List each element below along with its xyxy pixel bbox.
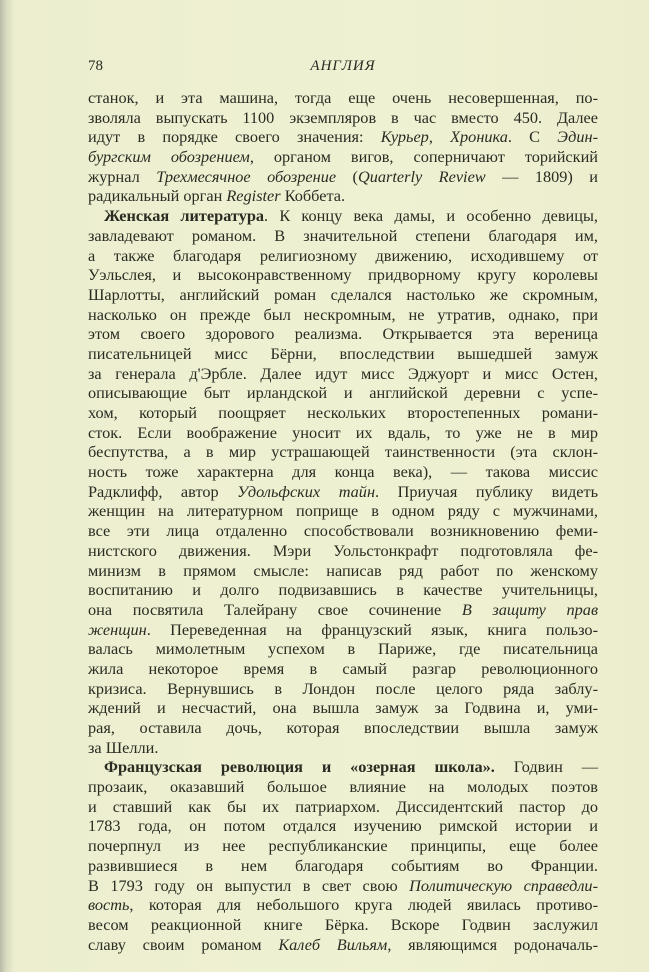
- text-run: журнал: [88, 166, 157, 186]
- italic-title: Хроника: [450, 127, 508, 147]
- text-run: сток. Если воображение уносит их вдаль, то уже не в мир: [88, 422, 598, 442]
- italic-title: вость: [88, 895, 130, 915]
- text-run: Годвин —: [494, 757, 598, 777]
- text-line: [88, 108, 598, 128]
- text-run: рая, оставила дочь, которая впоследствии вышла замуж: [88, 718, 598, 737]
- text-line: [88, 482, 598, 502]
- text-run: почерпнул из нее республиканские принципы, еще более: [88, 836, 598, 856]
- text-run: 1783 года, он потом отдался изучению римской истории и: [88, 816, 598, 836]
- italic-title: Register: [226, 186, 281, 206]
- text-line: [88, 403, 598, 423]
- text-run: радикальный орган: [88, 186, 227, 206]
- text-line: [88, 462, 598, 482]
- text-line: [88, 265, 598, 285]
- text-run: минизм в прямом смысле: написав ряд работ по женскому: [88, 560, 598, 580]
- text-line: [88, 836, 598, 856]
- text-run: идут в порядке своего значения:: [88, 127, 381, 147]
- text-run: писательницей мисс Бёрни, впоследствии вышедшей замуж: [88, 343, 598, 363]
- text-run: (: [336, 166, 358, 186]
- text-line: [88, 876, 598, 896]
- text-run: . Переведенная на французский язык, книга пользо-: [146, 619, 598, 639]
- italic-title: Политическую справедли-: [409, 875, 598, 895]
- italic-title: В защиту прав: [461, 599, 599, 619]
- text-line: [88, 541, 598, 561]
- text-line: [88, 738, 598, 758]
- section-heading: Французская революция и «озерная школа».: [104, 757, 495, 777]
- text-run: описывающие быт ирландской и английской деревни с успе-: [88, 383, 598, 403]
- text-line: [88, 895, 598, 915]
- page-number: 78: [88, 58, 103, 74]
- text-run: за генерала д'Эрбле. Далее идут мисс Эджуорт и мисс Остен,: [88, 363, 598, 383]
- text-run: а также благодаря религиозному движению, исходившему от: [88, 245, 598, 265]
- text-run: этом своего здорового реализма. Открывается эта вереница: [88, 324, 598, 344]
- text-run: ,: [428, 127, 451, 147]
- text-line: [88, 246, 598, 266]
- text-line: [88, 521, 598, 541]
- text-run: беспутства, а в мир устрашающей таинственности (эта склон-: [88, 442, 598, 462]
- italic-title: Калеб Вильям: [278, 934, 388, 954]
- text-line: [88, 797, 598, 817]
- section-heading: Женская литература: [104, 206, 265, 226]
- text-run: жила некоторое время в самый разгар революционного: [88, 658, 598, 678]
- text-line: [88, 816, 598, 836]
- text-line: [88, 580, 598, 600]
- text-run: она посвятила Талейрану свое сочинение: [88, 599, 462, 619]
- text-line: [88, 324, 598, 344]
- text-line: [88, 718, 598, 738]
- text-run: и ставший как бы их патриархом. Диссидентский пастор до: [88, 796, 598, 816]
- text-run: нистского движения. Мэри Уольстонкрафт подготовляла фе-: [88, 540, 598, 560]
- text-line: [88, 344, 598, 364]
- text-line: [88, 186, 598, 206]
- text-run: Шарлотты, английский роман сделался настолько же скромным,: [88, 284, 598, 304]
- text-line: [88, 856, 598, 876]
- text-run: Радклифф, автор: [88, 481, 238, 501]
- text-run: все эти лица отдаленно способствовали возникновению феми-: [88, 521, 598, 541]
- text-line: [88, 757, 598, 777]
- page-header: [88, 58, 598, 78]
- text-line: [88, 639, 598, 659]
- text-run: воспитанию и долго подвизавшись в качестве учительницы,: [88, 580, 598, 600]
- text-line: [88, 620, 598, 640]
- text-run: ждений и несчастий, она вышла замуж за Годвина и, уми-: [88, 698, 598, 718]
- text-line: [88, 442, 598, 462]
- text-run: хом, который поощряет нескольких второстепенных романи-: [88, 403, 598, 422]
- text-run: валась мимолетным успехом в Париже, где писательница: [88, 639, 598, 659]
- text-run: Коббета.: [280, 186, 346, 206]
- text-run: насколько он прежде был нескромным, не утратив, однако, при: [88, 304, 598, 324]
- text-line: [88, 206, 598, 226]
- text-line: [88, 777, 598, 797]
- text-run: . К концу века дамы, и особенно девицы,: [264, 206, 598, 226]
- text-run: кризиса. Вернувшись в Лондон после целого ряда заблу-: [88, 678, 598, 698]
- text-line: [88, 501, 598, 521]
- running-title: АНГЛИЯ: [310, 58, 376, 74]
- text-line: [88, 226, 598, 246]
- text-run: весом реакционной книге Бёрка. Вскоре Годвин заслужил: [88, 914, 598, 934]
- italic-title: Эдин-: [557, 127, 598, 147]
- text-line: [88, 915, 598, 935]
- italic-title: Удольфских тайн: [237, 481, 376, 501]
- text-line: [88, 364, 598, 384]
- page-body-text: [88, 88, 598, 954]
- text-run: . Приучая публику видеть: [375, 481, 599, 501]
- italic-title: Курьер: [380, 127, 429, 147]
- text-run: , являющимся родоначаль-: [387, 934, 598, 954]
- text-run: зволяла выпускать 1100 экземпляров в час вместо 450. Далее: [88, 107, 598, 127]
- text-line: [88, 600, 598, 620]
- text-run: , которая для небольшого круга людей явилась противо-: [129, 895, 598, 915]
- text-line: [88, 561, 598, 581]
- italic-title: бургским обозрением: [88, 147, 250, 167]
- text-line: [88, 659, 598, 679]
- text-run: . С: [507, 127, 558, 147]
- text-run: — 1809) и: [485, 166, 599, 186]
- text-line: [88, 147, 598, 167]
- italic-title: женщин: [88, 619, 147, 639]
- text-line: [88, 88, 598, 108]
- text-run: завладевают романом. В значительной степени благодаря им,: [88, 225, 598, 245]
- italic-title: Quarterly Review: [357, 166, 486, 186]
- text-run: ность тоже характерна для конца века), — такова миссис: [88, 462, 598, 482]
- text-run: развившиеся в нем благодаря событиям во Франции.: [88, 855, 598, 875]
- italic-title: Трехмесячное обозрение: [156, 166, 337, 186]
- text-line: [88, 383, 598, 403]
- text-line: [88, 698, 598, 718]
- text-line: [88, 167, 598, 187]
- text-run: , органом вигов, соперничают торийский: [249, 147, 598, 167]
- text-run: Уэльслея, и высоконравственному придворному кругу королевы: [88, 265, 598, 285]
- text-line: [88, 423, 598, 443]
- text-line: [88, 285, 598, 305]
- text-run: В 1793 году он выпустил в свет свою: [88, 875, 410, 895]
- text-line: [88, 127, 598, 147]
- text-run: станок, и эта машина, тогда еще очень несовершенная, по-: [88, 88, 598, 107]
- text-line: [88, 935, 598, 955]
- text-run: славу своим романом: [88, 934, 279, 954]
- text-line: [88, 679, 598, 699]
- text-run: за Шелли.: [88, 737, 159, 757]
- text-line: [88, 305, 598, 325]
- text-run: женщин на литературном поприще в одном ряду с мужчинами,: [88, 501, 598, 521]
- text-run: прозаик, оказавший большое влияние на молодых поэтов: [88, 777, 598, 797]
